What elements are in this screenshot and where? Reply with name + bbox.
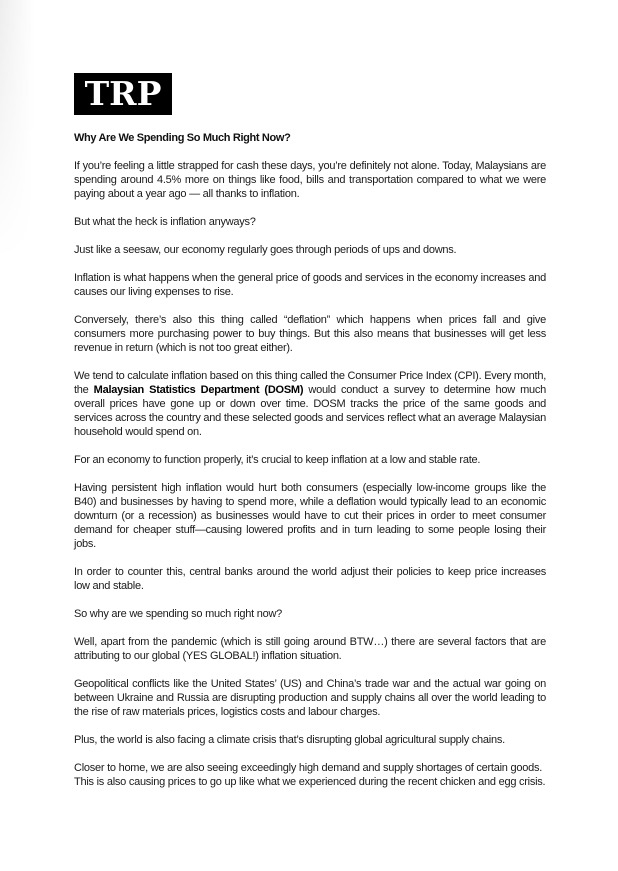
paragraph-question-inflation: But what the heck is inflation anyways? — [74, 216, 256, 228]
article-body — [74, 159, 546, 789]
trp-logo: TRP — [74, 73, 172, 115]
paragraph-climate: Plus, the world is also facing a climate crisis that’s disrupting global agricultural supply chains. — [74, 734, 505, 746]
paragraph-intro: If you’re feeling a little strapped for cash these days, you’re definitely not alone. Today, Malaysians are spending around 4.5% more on things like food, bills and transportation compared to what we were paying about a year ago — all thanks to inflation. — [74, 160, 546, 200]
cpi-text-post: would conduct a survey to determine how much overall prices have gone up or down over time. DOSM tracks the price of the same goods and services across the country and these selected goods and services reflect what an average Malaysian household would spend on. — [74, 384, 546, 438]
paragraph-deflation: Conversely, there’s also this thing called “deflation” which happens when prices fall and give consumers more purchasing power to buy things. But this also means that businesses will get less revenue in return (which is not too great either). — [74, 314, 546, 354]
page-edge-shadow — [0, 0, 34, 260]
paragraph-high-inflation-effects: Having persistent high inflation would hurt both consumers (especially low-income groups like the B40) and businesses by having to spend more, while a deflation would typically lead to an economic downturn (or a recession) as businesses would have to cut their prices in order to meet consumer demand for cheaper stuff—causing lowered profits and in turn leading to some people losing their jobs. — [74, 482, 546, 550]
paragraph-stable-rate: For an economy to function properly, it’s crucial to keep inflation at a low and stable rate. — [74, 454, 481, 466]
article-title: Why Are We Spending So Much Right Now? — [74, 132, 291, 144]
paragraph-local-shortages: Closer to home, we are also seeing exceedingly high demand and supply shortages of certain goods. This is also causing prices to go up like what we experienced during the recent chicken and egg crisis. — [74, 762, 546, 788]
paragraph-seesaw: Just like a seesaw, our economy regularly goes through periods of ups and downs. — [74, 244, 457, 256]
paragraph-inflation-definition: Inflation is what happens when the general price of goods and services in the economy increases and causes our living expenses to rise. — [74, 272, 546, 298]
document-page — [74, 73, 546, 803]
dosm-bold: Malaysian Statistics Department (DOSM) — [93, 384, 304, 396]
cpi-text-pre: We tend to calculate inflation based on this thing called the Consumer Price Index (CPI). Every month, the — [74, 370, 546, 396]
paragraph-question-spending: So why are we spending so much right now? — [74, 608, 283, 620]
paragraph-central-banks: In order to counter this, central banks around the world adjust their policies to keep price increases low and stable. — [74, 566, 546, 592]
paragraph-cpi — [74, 369, 546, 439]
paragraph-geopolitical: Geopolitical conflicts like the United States’ (US) and China’s trade war and the actual war going on between Ukraine and Russia are disrupting production and supply chains all over the world leading to the rise of raw materials prices, logistics costs and labour charges. — [74, 678, 546, 718]
paragraph-global-factors: Well, apart from the pandemic (which is still going around BTW…) there are several factors that are attributing to our global (YES GLOBAL!) inflation situation. — [74, 636, 546, 662]
